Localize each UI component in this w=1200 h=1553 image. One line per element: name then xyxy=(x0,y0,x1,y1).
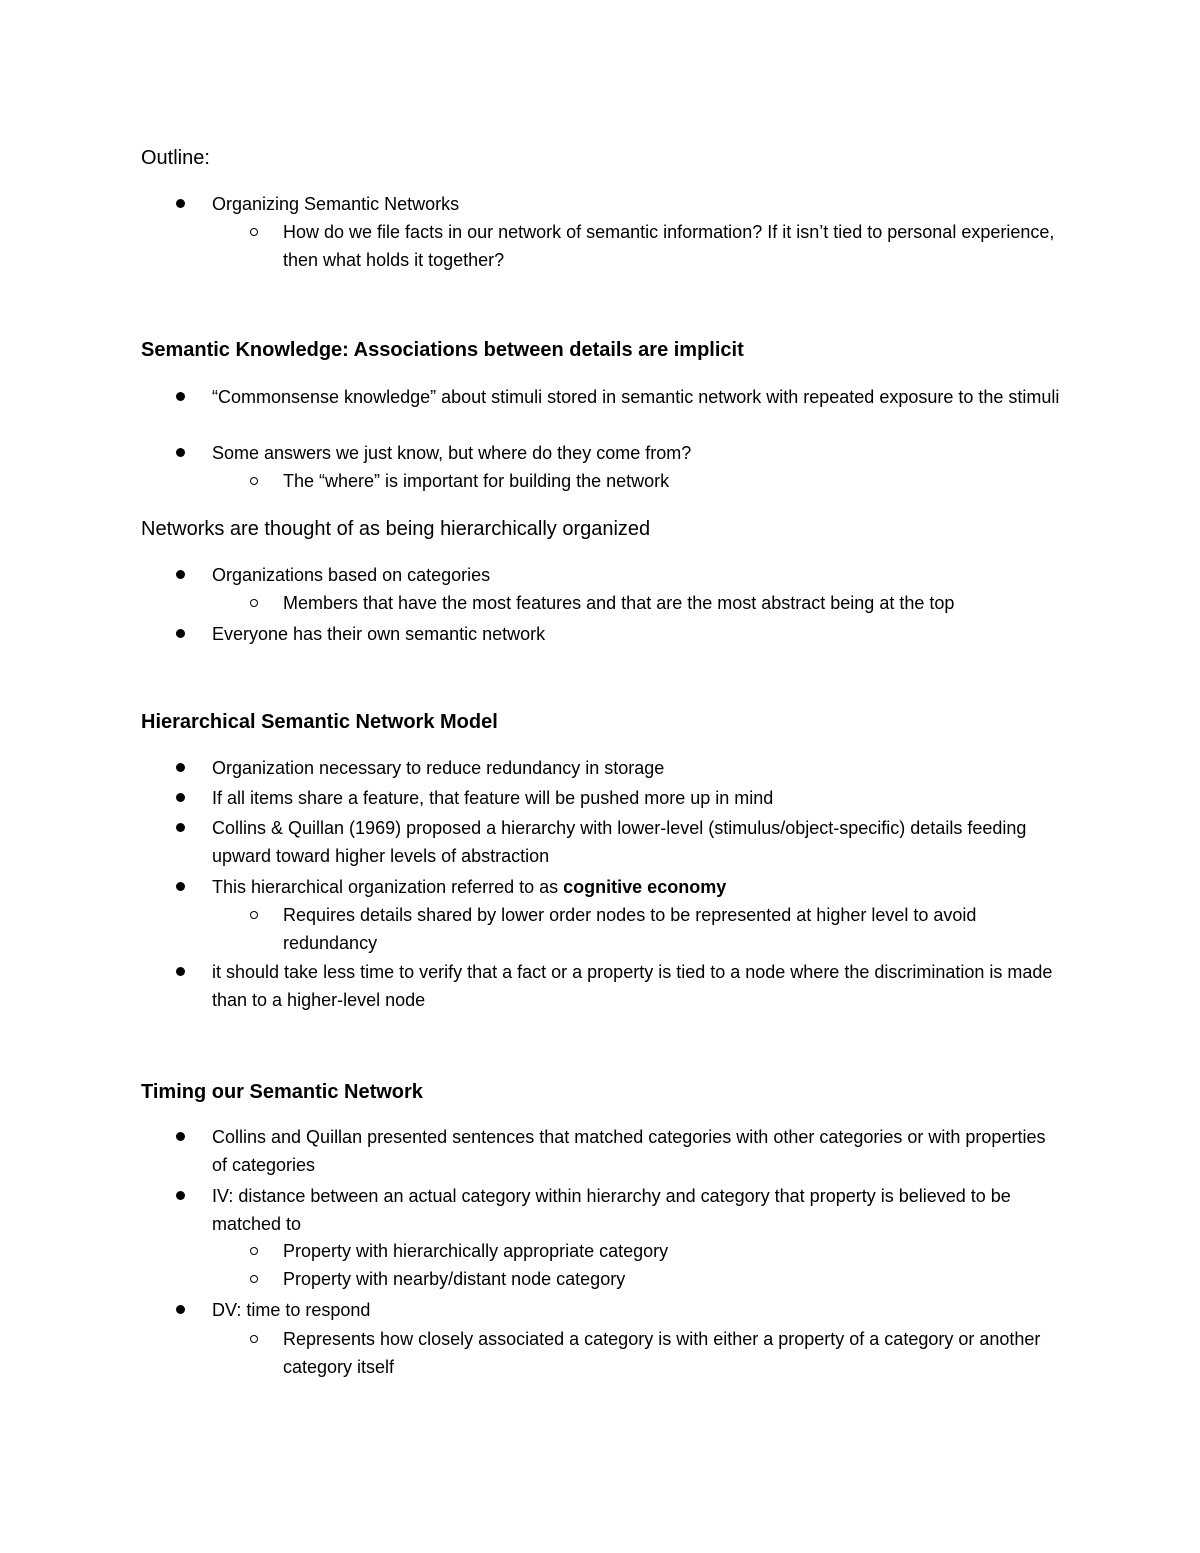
list-item: DV: time to respond xyxy=(212,1300,371,1320)
bullet-icon xyxy=(176,448,185,457)
bullet-icon xyxy=(176,570,185,579)
bullet-icon xyxy=(176,1305,185,1314)
sub-bullet-icon xyxy=(250,477,258,485)
list-subitem: Property with nearby/distant node category xyxy=(283,1269,626,1289)
list-subitem: Represents how closely associated a category is with either a property of a category or another category itself xyxy=(283,1329,1041,1377)
outline-item: Organizing Semantic Networks xyxy=(212,194,460,214)
list-item: “Commonsense knowledge” about stimuli stored in semantic network with repeated exposure to the stimuli xyxy=(212,387,1060,407)
list-item: Some answers we just know, but where do they come from? xyxy=(212,443,692,463)
list-item: Collins & Quillan (1969) proposed a hierarchy with lower-level (stimulus/object-specific) details feeding upward toward higher levels of abstraction xyxy=(212,818,1027,866)
bullet-icon xyxy=(176,199,185,208)
list-item: it should take less time to verify that a fact or a property is tied to a node where the discrimination is made than to a higher-level node xyxy=(212,962,1053,1010)
sub-bullet-icon xyxy=(250,1275,258,1283)
semantic-knowledge-heading: Semantic Knowledge: Associations between details are implicit xyxy=(141,339,744,361)
list-subitem: Requires details shared by lower order nodes to be represented at higher level to avoid redundancy xyxy=(283,905,977,953)
bullet-icon xyxy=(176,1132,185,1141)
networks-heading: Networks are thought of as being hierarchically organized xyxy=(141,518,651,540)
outline-heading: Outline: xyxy=(141,147,210,169)
key-term: cognitive economy xyxy=(563,877,727,897)
sub-bullet-icon xyxy=(250,599,258,607)
bullet-icon xyxy=(176,793,185,802)
sub-bullet-icon xyxy=(250,911,258,919)
sub-bullet-icon xyxy=(250,228,258,236)
bullet-icon xyxy=(176,1191,185,1200)
list-item: Organizations based on categories xyxy=(212,565,491,585)
bullet-icon xyxy=(176,882,185,891)
list-item: Everyone has their own semantic network xyxy=(212,624,546,644)
list-item: IV: distance between an actual category within hierarchy and category that property is believed to be matched to xyxy=(212,1186,1011,1234)
sub-bullet-icon xyxy=(250,1247,258,1255)
list-item-text: This hierarchical organization referred to as xyxy=(212,877,564,897)
bullet-icon xyxy=(176,629,185,638)
bullet-icon xyxy=(176,967,185,976)
list-subitem: Members that have the most features and that are the most abstract being at the top xyxy=(283,593,955,613)
list-subitem: Property with hierarchically appropriate category xyxy=(283,1241,669,1261)
outline-subitem: How do we file facts in our network of semantic information? If it isn’t tied to personal experience, then what holds it together? xyxy=(283,222,1055,270)
list-item: If all items share a feature, that feature will be pushed more up in mind xyxy=(212,788,774,808)
bullet-icon xyxy=(176,823,185,832)
list-item: Organization necessary to reduce redundancy in storage xyxy=(212,758,665,778)
timing-heading: Timing our Semantic Network xyxy=(141,1081,423,1103)
bullet-icon xyxy=(176,392,185,401)
sub-bullet-icon xyxy=(250,1335,258,1343)
hierarchical-model-heading: Hierarchical Semantic Network Model xyxy=(141,711,498,733)
list-subitem: The “where” is important for building the network xyxy=(283,471,670,491)
bullet-icon xyxy=(176,763,185,772)
list-item: Collins and Quillan presented sentences that matched categories with other categories or with properties of categories xyxy=(212,1127,1046,1175)
list-item xyxy=(212,873,1062,901)
